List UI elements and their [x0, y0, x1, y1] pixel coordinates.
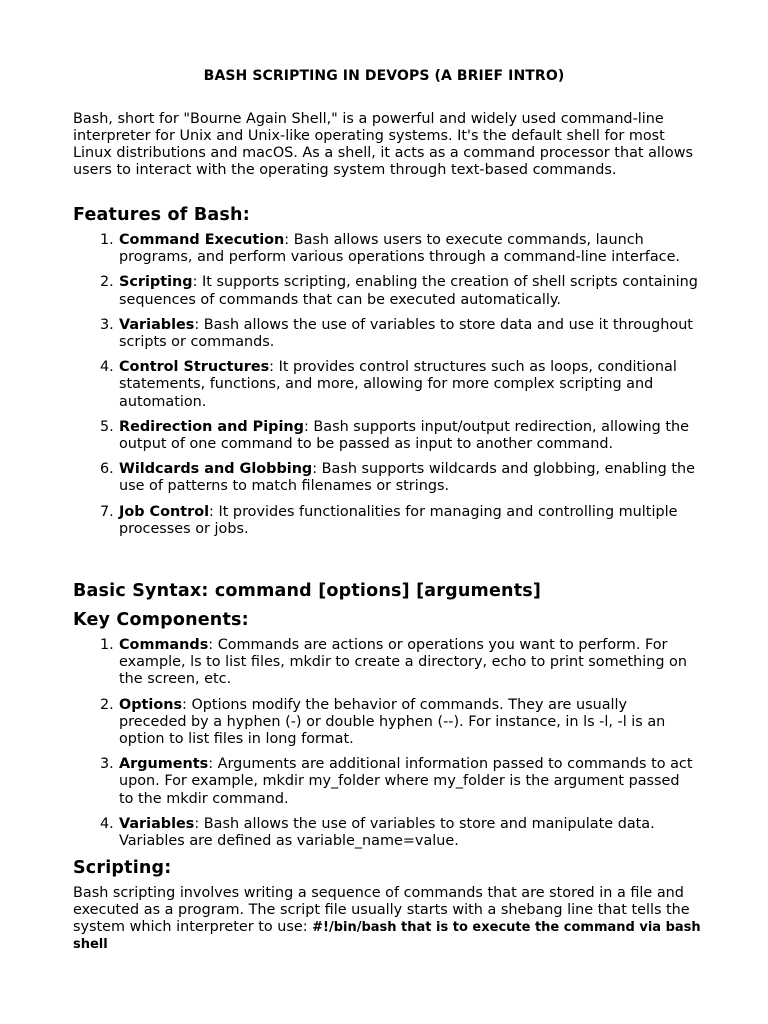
scripting-paragraph — [73, 885, 703, 953]
list-term: Arguments — [119, 756, 209, 773]
list-text: : Bash supports wildcards and globbing, enabling the use of patterns to match filenames or strings. — [119, 461, 695, 495]
list-text: : It provides control structures such as loops, conditional statements, functions, and more, allowing for more complex scripting and automation. — [119, 359, 677, 410]
list-text: : It provides functionalities for managing and controlling multiple processes or jobs. — [119, 503, 678, 537]
syntax-heading: Basic Syntax: command [options] [arguments] — [73, 581, 542, 601]
shebang-command: #!/bin/bash that is to execute the command via bash shell — [73, 920, 701, 952]
list-item — [73, 756, 698, 808]
list-term: Options — [119, 696, 183, 713]
list-text: : Bash allows the use of variables to store data and use it throughout scripts or commands. — [119, 316, 693, 351]
list-number: 5. — [100, 418, 114, 435]
components-list — [73, 637, 698, 858]
list-number: 3. — [100, 316, 114, 333]
list-item — [73, 359, 698, 411]
list-term: Commands — [119, 637, 209, 653]
list-term: Variables — [119, 815, 195, 832]
list-item — [73, 697, 698, 749]
list-number: 4. — [100, 815, 114, 832]
list-text: : It supports scripting, enabling the creation of shell scripts containing sequences of commands that can be executed automatically. — [119, 274, 698, 308]
list-item — [73, 232, 698, 266]
intro-paragraph: Bash, short for "Bourne Again Shell," is a powerful and widely used command-line interpreter for Unix and Unix-like operating systems. It's the default shell for most Linux distributions and macOS. As a shell, it acts as a command processor that allows users to interact with the operating system through text-based commands. — [73, 111, 693, 178]
list-term: Redirection and Piping — [119, 418, 304, 435]
list-term: Control Structures — [119, 359, 270, 376]
list-number: 1. — [100, 232, 114, 248]
list-text: : Bash supports input/output redirection, allowing the output of one command to be passed as input to another command. — [119, 418, 689, 453]
list-term: Scripting — [119, 274, 193, 291]
list-number: 3. — [100, 756, 114, 773]
list-item — [73, 461, 698, 495]
list-text: : Bash allows users to execute commands, launch programs, and perform various operations through a command-line interface. — [119, 232, 680, 266]
list-number: 2. — [100, 696, 114, 713]
list-text: : Commands are actions or operations you want to perform. For example, ls to list files, mkdir to create a directory, echo to print something on the screen, etc. — [119, 637, 687, 688]
list-item — [73, 317, 698, 351]
features-list — [73, 232, 698, 546]
document-title: BASH SCRIPTING IN DEVOPS (A BRIEF INTRO) — [203, 68, 565, 84]
list-number: 1. — [100, 637, 114, 653]
list-number: 4. — [100, 359, 114, 376]
list-item — [73, 274, 698, 308]
list-item — [73, 637, 698, 689]
list-term: Wildcards and Globbing — [119, 461, 313, 478]
list-term: Command Execution — [119, 232, 285, 248]
scripting-heading: Scripting: — [73, 858, 172, 878]
list-item — [73, 504, 698, 538]
list-item — [73, 419, 698, 453]
list-item — [73, 816, 698, 850]
list-number: 6. — [100, 461, 114, 478]
list-term: Variables — [119, 316, 195, 333]
list-text: : Arguments are additional information passed to commands to act upon. For example, mkdir my_folder where my_folder is the argument passed to the mkdir command. — [119, 756, 693, 807]
list-text: : Bash allows the use of variables to store and manipulate data. Variables are defined as variable_name=value. — [119, 815, 655, 850]
list-text: : Options modify the behavior of commands. They are usually preceded by a hyphen (-) or double hyphen (--). For instance, in ls -l, -l is an option to list files in long format. — [119, 696, 666, 748]
scripting-text: Bash scripting involves writing a sequence of commands that are stored in a file and executed as a program. The script file usually starts with a shebang line that tells the system which interpreter to use: — [73, 885, 690, 935]
components-heading: Key Components: — [73, 610, 249, 630]
features-heading: Features of Bash: — [73, 205, 250, 225]
list-term: Job Control — [119, 503, 210, 520]
list-number: 7. — [100, 503, 114, 520]
list-number: 2. — [100, 274, 114, 291]
